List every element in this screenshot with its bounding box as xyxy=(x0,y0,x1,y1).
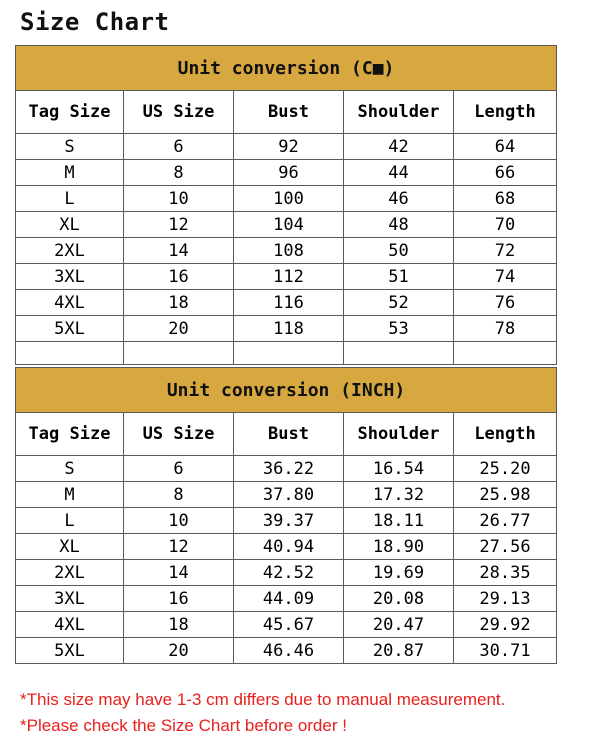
table-cell: 2XL xyxy=(16,238,124,264)
table-row xyxy=(16,508,557,534)
spacer-row xyxy=(16,342,557,365)
table-cell: 37.80 xyxy=(234,482,344,508)
table-row xyxy=(16,612,557,638)
table-cell: 100 xyxy=(234,186,344,212)
column-header-bust: Bust xyxy=(234,413,344,456)
table-cell: 12 xyxy=(124,212,234,238)
table-cell: 92 xyxy=(234,134,344,160)
size-table-inch xyxy=(15,367,557,664)
table-cell: 25.98 xyxy=(454,482,557,508)
table-cell: 10 xyxy=(124,508,234,534)
table-cell: 3XL xyxy=(16,264,124,290)
column-header-tag-size: Tag Size xyxy=(16,413,124,456)
table-cell: L xyxy=(16,508,124,534)
table-cell: 5XL xyxy=(16,638,124,664)
table-cell: 18 xyxy=(124,612,234,638)
table-row xyxy=(16,534,557,560)
table-cell: S xyxy=(16,134,124,160)
table-cell: 20.08 xyxy=(344,586,454,612)
column-header-length: Length xyxy=(454,413,557,456)
table-caption: Unit conversion (C■) xyxy=(16,46,557,91)
table-row xyxy=(16,134,557,160)
table-cell: 76 xyxy=(454,290,557,316)
table-row xyxy=(16,290,557,316)
table-cell: 51 xyxy=(344,264,454,290)
table-cell: 40.94 xyxy=(234,534,344,560)
table-cell: 6 xyxy=(124,456,234,482)
table-cell: 20.47 xyxy=(344,612,454,638)
table-cell: 68 xyxy=(454,186,557,212)
table-cell: 108 xyxy=(234,238,344,264)
table-cell: 78 xyxy=(454,316,557,342)
table-cell: 2XL xyxy=(16,560,124,586)
table-cell: 14 xyxy=(124,560,234,586)
table-cell: 26.77 xyxy=(454,508,557,534)
table-cell: 42 xyxy=(344,134,454,160)
table-cell: 25.20 xyxy=(454,456,557,482)
table-cell: 46 xyxy=(344,186,454,212)
table-cell: 6 xyxy=(124,134,234,160)
column-header-bust: Bust xyxy=(234,91,344,134)
column-header-length: Length xyxy=(454,91,557,134)
table-cell: 118 xyxy=(234,316,344,342)
table-cell: M xyxy=(16,160,124,186)
table-cell: 72 xyxy=(454,238,557,264)
table-cell: 50 xyxy=(344,238,454,264)
table-cell: 20.87 xyxy=(344,638,454,664)
table-cell: 8 xyxy=(124,482,234,508)
table-cell: M xyxy=(16,482,124,508)
table-cell: 45.67 xyxy=(234,612,344,638)
table-cell: 17.32 xyxy=(344,482,454,508)
table-cell: 96 xyxy=(234,160,344,186)
table-cell: 30.71 xyxy=(454,638,557,664)
table-cell: 46.46 xyxy=(234,638,344,664)
table-row xyxy=(16,456,557,482)
table-cell: 18.90 xyxy=(344,534,454,560)
table-cell: 48 xyxy=(344,212,454,238)
table-cell: 29.13 xyxy=(454,586,557,612)
table-cell: XL xyxy=(16,534,124,560)
table-row xyxy=(16,316,557,342)
table-cell: 16 xyxy=(124,586,234,612)
table-row xyxy=(16,238,557,264)
table-cell: S xyxy=(16,456,124,482)
table-cell: 66 xyxy=(454,160,557,186)
table-cell: 74 xyxy=(454,264,557,290)
table-cell: 28.35 xyxy=(454,560,557,586)
table-cell: 16 xyxy=(124,264,234,290)
table-cell: 4XL xyxy=(16,612,124,638)
table-cell: 44 xyxy=(344,160,454,186)
table-cell: 20 xyxy=(124,638,234,664)
table-cell: 16.54 xyxy=(344,456,454,482)
column-header-us-size: US Size xyxy=(124,91,234,134)
table-cell: 14 xyxy=(124,238,234,264)
table-cell: 104 xyxy=(234,212,344,238)
table-cell: 19.69 xyxy=(344,560,454,586)
table-cell: 39.37 xyxy=(234,508,344,534)
column-header-us-size: US Size xyxy=(124,413,234,456)
column-header-shoulder: Shoulder xyxy=(344,91,454,134)
table-cell: 10 xyxy=(124,186,234,212)
table-cell: 52 xyxy=(344,290,454,316)
page-title: Size Chart xyxy=(20,8,170,36)
header-row xyxy=(16,413,557,456)
table-row xyxy=(16,212,557,238)
table-body xyxy=(16,456,557,664)
table-cell: 12 xyxy=(124,534,234,560)
table-cell: 116 xyxy=(234,290,344,316)
table-cell: 64 xyxy=(454,134,557,160)
header-row xyxy=(16,91,557,134)
table-caption: Unit conversion (INCH) xyxy=(16,368,557,413)
table-cell: 36.22 xyxy=(234,456,344,482)
check-chart-note: *Please check the Size Chart before order ! xyxy=(20,716,347,735)
table-row xyxy=(16,264,557,290)
table-cell: 44.09 xyxy=(234,586,344,612)
table-cell: 20 xyxy=(124,316,234,342)
table-cell: 18.11 xyxy=(344,508,454,534)
table-row xyxy=(16,560,557,586)
size-table-cm xyxy=(15,45,557,365)
table-cell: 27.56 xyxy=(454,534,557,560)
table-cell: 42.52 xyxy=(234,560,344,586)
table-cell: XL xyxy=(16,212,124,238)
table-cell: 18 xyxy=(124,290,234,316)
table-cell: L xyxy=(16,186,124,212)
column-header-tag-size: Tag Size xyxy=(16,91,124,134)
table-cell: 3XL xyxy=(16,586,124,612)
table-cell: 53 xyxy=(344,316,454,342)
table-row xyxy=(16,160,557,186)
table-row xyxy=(16,638,557,664)
table-row xyxy=(16,186,557,212)
table-cell: 70 xyxy=(454,212,557,238)
table-cell: 4XL xyxy=(16,290,124,316)
table-cell: 5XL xyxy=(16,316,124,342)
measurement-note: *This size may have 1-3 cm differs due to manual measurement. xyxy=(20,690,506,709)
table-cell: 29.92 xyxy=(454,612,557,638)
table-body xyxy=(16,134,557,342)
table-cell: 112 xyxy=(234,264,344,290)
table-cell: 8 xyxy=(124,160,234,186)
table-row xyxy=(16,586,557,612)
table-row xyxy=(16,482,557,508)
column-header-shoulder: Shoulder xyxy=(344,413,454,456)
